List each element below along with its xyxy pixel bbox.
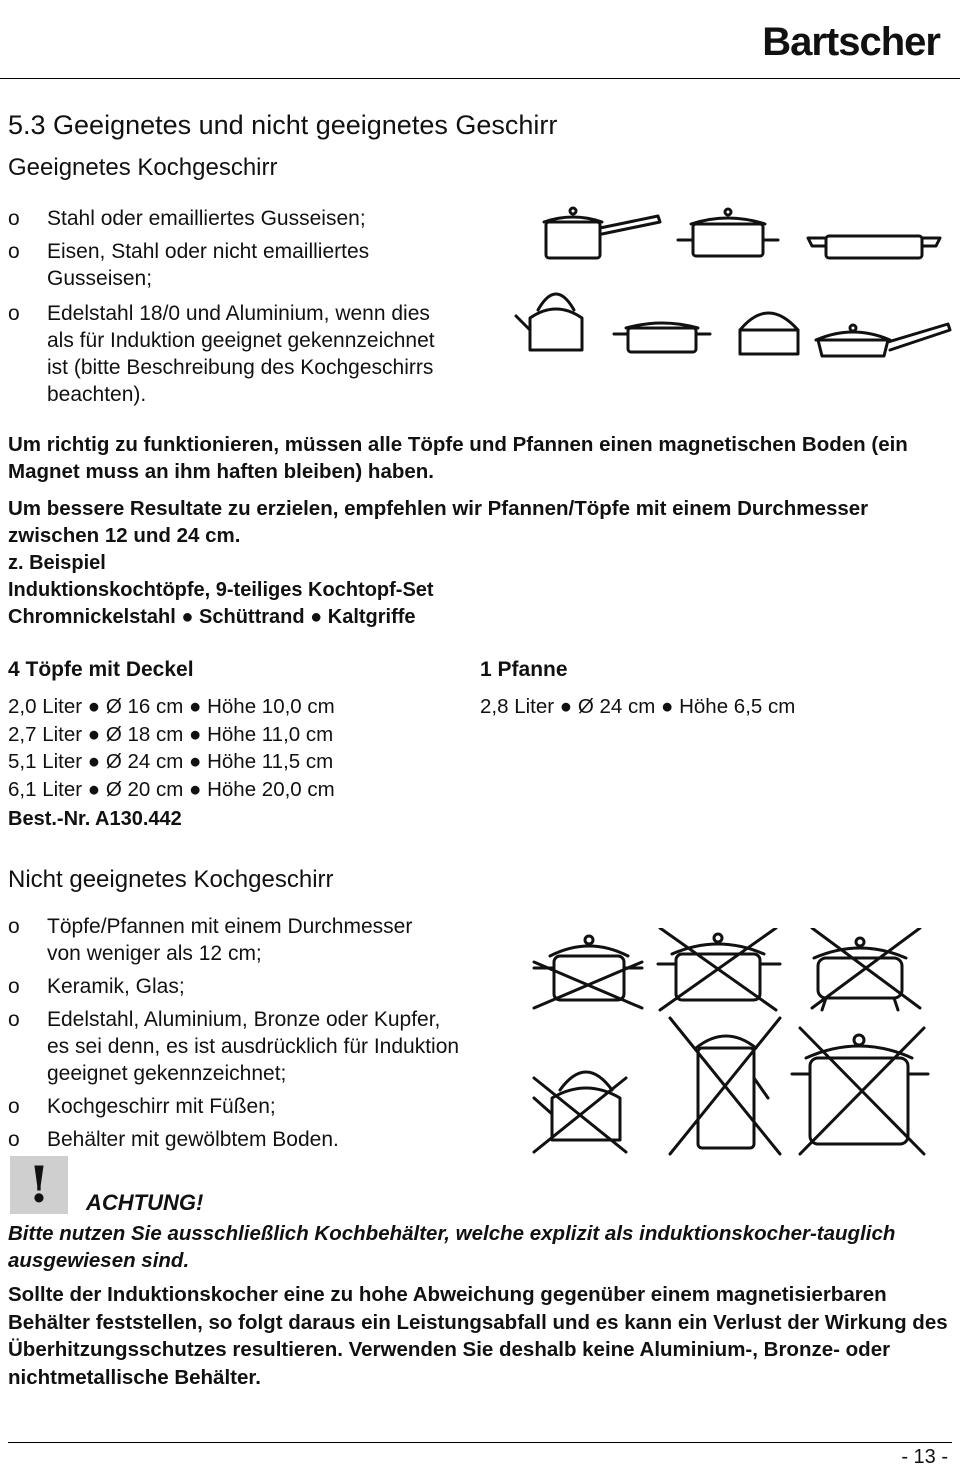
list-item: o Edelstahl, Aluminium, Bronze oder Kupfer, es sei denn, es ist ausdrücklich für Induktion geeignet gekennzeichnet; [8, 1006, 467, 1087]
list-item: o Behälter mit gewölbtem Boden. [8, 1126, 478, 1153]
unsuitable-cookware-illustration [528, 928, 948, 1158]
spec-line: 2,8 Liter ● Ø 24 cm ● Höhe 6,5 cm [480, 695, 796, 718]
warning-italic-text: Bitte nutzen Sie ausschließlich Kochbehälter, welche explizit als induktionskocher-tauglich ausgewiesen sind. [8, 1222, 896, 1272]
list-item: o Töpfe/Pfannen mit einem Durchmesser von weniger als 12 cm; [8, 913, 437, 967]
roaster-icon [808, 236, 940, 258]
section-title: 5.3 Geeignetes und nicht geeignetes Geschirr [8, 110, 558, 140]
pots-lines [8, 693, 468, 803]
list-item: o Keramik, Glas; [8, 973, 478, 1000]
warning-icon: ! [10, 1156, 68, 1214]
pots-spec [8, 658, 468, 803]
dome-pot-icon [740, 313, 798, 354]
crossed-casserole-icon [658, 928, 780, 1010]
pan-lines [480, 693, 950, 721]
logo-wordmark: Bartscher [762, 20, 940, 64]
suitable-list [8, 205, 478, 414]
spec-line: 5,1 Liter ● Ø 24 cm ● Höhe 11,5 cm [8, 750, 334, 773]
header-divider [0, 78, 960, 79]
pan-heading: 1 Pfanne [480, 658, 568, 681]
example-product: Induktionskochtöpfe, 9-teiliges Kochtopf-Set [8, 579, 434, 601]
pots-heading: 4 Töpfe mit Deckel [8, 658, 194, 681]
spec-line: 6,1 Liter ● Ø 20 cm ● Höhe 20,0 cm [8, 777, 335, 801]
warning-title: ACHTUNG! [86, 1190, 204, 1215]
list-item: o Eisen, Stahl oder nicht emailliertes Gusseisen; [8, 238, 478, 292]
frying-pan-icon [816, 324, 950, 356]
list-item: o Kochgeschirr mit Füßen; [8, 1093, 478, 1120]
list-item: o Stahl oder emailliertes Gusseisen; [8, 205, 478, 232]
suitable-heading: Geeignetes Kochgeschirr [8, 154, 278, 181]
suitable-cookware-illustration [508, 200, 958, 370]
magnet-requirement-text: Um richtig zu funktionieren, müssen alle Töpfe und Pfannen einen magnetischen Boden (ein Magnet muss an ihm haften bleiben) haben. [8, 433, 908, 483]
footer-divider [8, 1442, 952, 1443]
crossed-stock-pot-icon [792, 1028, 928, 1154]
crossed-tall-pot-icon [670, 1018, 780, 1154]
crossed-footed-pot-icon [812, 928, 920, 1010]
saucepan-icon [544, 208, 660, 258]
warning-body-text: Sollte der Induktionskocher eine zu hohe Abweichung gegenüber einem magnetisierbaren Behälter feststellen, so folgt daraus ein Leistungsabfall und es kann ein Verlust der Wirkung des Überhitzungsschutzes resultieren. Verwenden Sie deshalb keine Aluminium-, Bronze- oder nichtmetallische Behälter. [8, 1283, 948, 1389]
pan-spec [480, 658, 950, 721]
stockpot-icon [678, 209, 778, 256]
unsuitable-heading: Nicht geeignetes Kochgeschirr [8, 866, 334, 893]
spec-line: 2,0 Liter ● Ø 16 cm ● Höhe 10,0 cm [8, 695, 335, 718]
diameter-recommendation-text: Um bessere Resultate zu erzielen, empfehlen wir Pfannen/Töpfe mit einem Durchmesser zwischen 12 und 24 cm. [8, 497, 869, 547]
casserole-icon [614, 323, 710, 352]
example-block [8, 550, 948, 631]
example-label: z. Beispiel [8, 552, 106, 574]
page-number: - 13 - [901, 1446, 948, 1468]
spec-line: 2,7 Liter ● Ø 18 cm ● Höhe 11,0 cm [8, 722, 334, 746]
order-number: Best.-Nr. A130.442 [8, 808, 182, 830]
list-item: o Edelstahl 18/0 und Aluminium, wenn dies als für Induktion geeignet gekennzeichnet ist (bitte Beschreibung des Kochgeschirrs beachten). [8, 300, 452, 408]
example-features: Chromnickelstahl ● Schüttrand ● Kaltgriffe [8, 606, 416, 628]
kettle-icon [516, 294, 582, 350]
crossed-small-pot-icon [534, 936, 642, 1008]
crossed-kettle-icon [534, 1072, 626, 1152]
unsuitable-list [8, 913, 478, 1159]
